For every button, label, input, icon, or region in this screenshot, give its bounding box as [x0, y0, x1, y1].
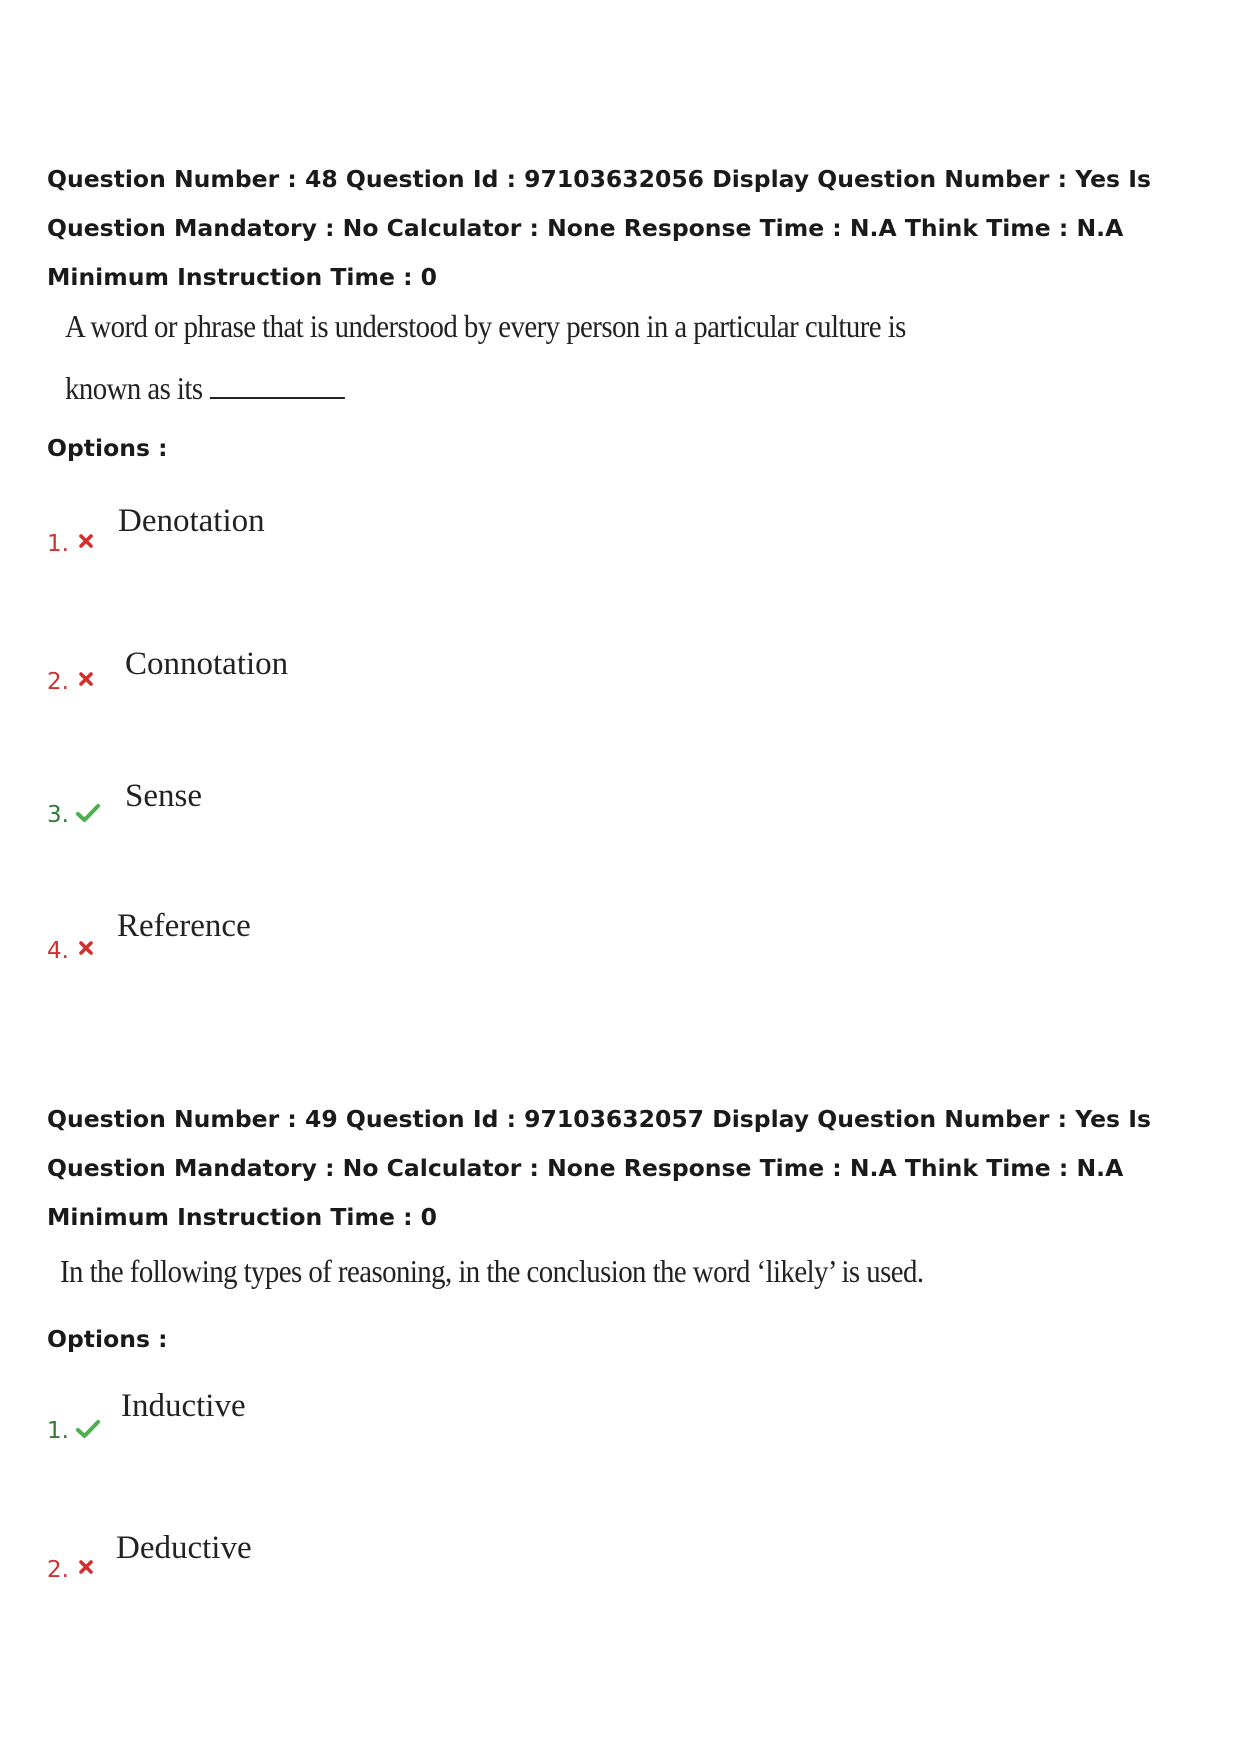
check-icon	[76, 803, 100, 823]
option-number: 1.	[47, 531, 69, 557]
check-icon	[76, 1419, 100, 1439]
option-number: 4.	[47, 938, 69, 964]
question-text-line: A word or phrase that is understood by every person in a particular culture is	[65, 308, 906, 344]
option-number: 2.	[47, 669, 69, 695]
option-text: Connotation	[125, 646, 289, 682]
option-text: Denotation	[118, 503, 265, 539]
option-number: 3.	[47, 802, 69, 828]
option-text: Reference	[117, 908, 251, 944]
cross-icon	[78, 533, 94, 549]
option-text: Inductive	[121, 1388, 246, 1424]
question-meta: Question Number : 48 Question Id : 97103632056 Display Question Number : Yes Is Question Mandatory : No Calculator : None Response Time : N.A Think Time : N.A Minimum Instruction Time : 0	[47, 165, 1151, 291]
options-label: Options :	[47, 1325, 168, 1353]
option-number: 1.	[47, 1418, 69, 1444]
question-meta: Question Number : 49 Question Id : 97103632057 Display Question Number : Yes Is Question Mandatory : No Calculator : None Response Time : N.A Think Time : N.A Minimum Instruction Time : 0	[47, 1105, 1151, 1231]
question-text-line	[65, 369, 345, 407]
option-text: Sense	[125, 778, 202, 814]
option-number: 2.	[47, 1557, 69, 1583]
cross-icon	[78, 671, 94, 687]
question-text-line: In the following types of reasoning, in the conclusion the word ‘likely’ is used.	[60, 1253, 924, 1289]
cross-icon	[78, 940, 94, 956]
option-text: Deductive	[116, 1530, 252, 1566]
options-label: Options :	[47, 434, 168, 462]
answer-blank	[210, 369, 345, 399]
cross-icon	[78, 1559, 94, 1575]
question-text-line-2: known as its	[65, 370, 203, 406]
